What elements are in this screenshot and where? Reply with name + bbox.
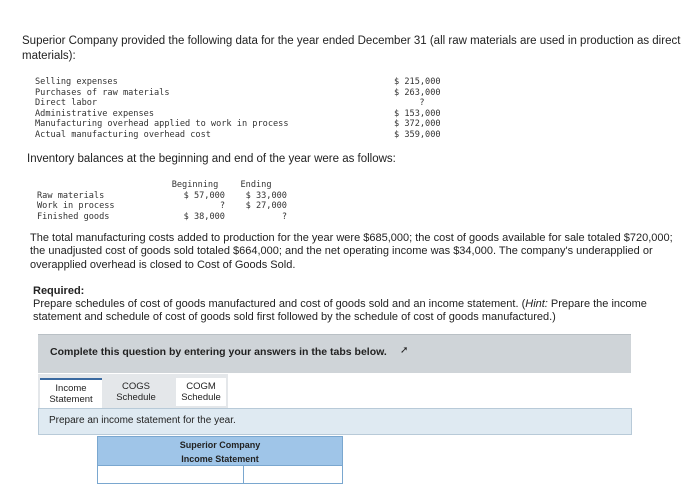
instruction-text: Complete this question by entering your answers in the tabs below. [50,346,387,358]
instruction-bar [38,334,631,373]
statement-label-cell[interactable] [98,466,244,483]
inventory-row [37,201,302,212]
inventory-label: Work in process [37,201,115,212]
data-item-row [35,119,450,130]
data-item-label: Manufacturing overhead applied to work in process [35,119,289,130]
statement-header [97,436,343,466]
data-item-amount: ? [419,98,425,109]
data-item-label: Administrative expenses [35,108,154,119]
inventory-beginning: $ 38,000 [183,211,225,222]
data-item-label: Purchases of raw materials [35,87,170,98]
statement-row [97,465,343,484]
data-item-label: Direct labor [35,98,98,109]
col-beginning: Beginning [171,180,219,190]
inventory-beginning: ? [219,201,225,212]
inventory-ending: $ 33,000 [245,190,287,201]
data-item-row [35,77,450,88]
hint-label: Hint: [525,298,548,310]
arrow-icon: ➚ [400,345,409,356]
col-ending: Ending [240,180,272,190]
required-text: Prepare schedules of cost of goods manufactured and cost of goods sold and an income statement. (Hint: Prepare the income statement and schedule of cost of goods sold first followed by the schedule of cost of goods manufactured.) [33,298,647,324]
cost-data-list [35,77,450,141]
inventory-row [37,212,302,223]
data-item-row [35,98,450,109]
inventory-ending: $ 27,000 [245,201,287,212]
statement-title: Income Statement [181,454,259,464]
company-name: Superior Company [179,440,261,450]
statement-amount-cell[interactable] [244,466,342,483]
tab-bar [38,374,228,408]
data-item-label: Selling expenses [35,77,118,87]
inventory-table [37,180,302,222]
tab-income-statement[interactable]: Income Statement [40,378,102,408]
inventory-label: Raw materials [37,190,105,201]
data-item-amount: $ 153,000 [394,108,441,119]
data-item-amount: $ 372,000 [394,119,441,130]
required-heading: Required: [33,285,85,297]
tab-cogm-schedule[interactable]: COGM Schedule [176,378,226,406]
inventory-header-row [37,180,302,191]
data-item-row [35,130,450,141]
tab-prompt-panel [38,408,632,435]
inventory-beginning: $ 57,000 [183,190,225,201]
tab-prompt: Prepare an income statement for the year. [49,415,236,426]
given-totals-paragraph: The total manufacturing costs added to production for the year were $685,000; the cost of goods available for sale totaled $720,000; the unadjusted cost of goods sold totaled $664,000; and the net operating income was $34,000. The company's underapplied or overapplied overhead is closed to Cost of Goods Sold. [30,232,673,271]
data-item-amount: $ 263,000 [394,87,441,98]
inventory-row [37,191,302,202]
inventory-ending: ? [281,211,287,222]
data-item-row [35,109,450,120]
inventory-heading: Inventory balances at the beginning and end of the year were as follows: [27,153,396,165]
data-item-amount: $ 359,000 [394,129,441,140]
problem-intro: Superior Company provided the following data for the year ended December 31 (all raw materials are used in production as direct materials): [22,35,681,62]
data-item-label: Actual manufacturing overhead cost [35,129,211,140]
data-item-amount: $ 215,000 [394,77,441,87]
data-item-row [35,88,450,99]
inventory-label: Finished goods [37,211,110,222]
tab-cogs-schedule[interactable]: COGS Schedule [110,378,162,406]
